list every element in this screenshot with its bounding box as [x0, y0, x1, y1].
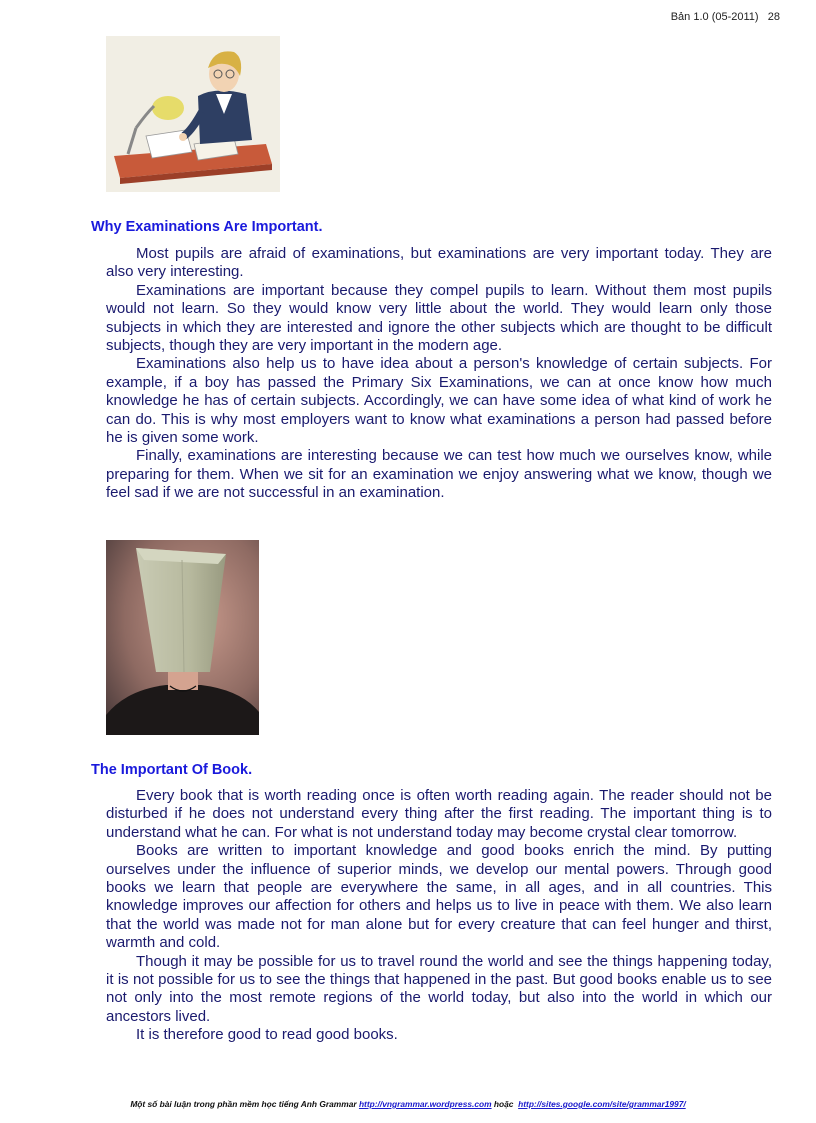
paper-bag-head-photo: [106, 540, 259, 735]
paragraph: Examinations are important because they compel pupils to learn. Without them most pupils would not learn. So they would know very little about the world. They would learn only those subjects in which they are interested and ignore the other subjects which are thought to be difficult subjects, though they are very important in the modern age.: [106, 281, 772, 355]
paragraph: Examinations also help us to have idea about a person's knowledge of certain subjects. For example, if a boy has passed the Primary Six Examinations, we can at once know how much knowledge he has of certain subjects. Accordingly, we can have some idea of what kind of work he can do. This is why most employers want to know what examinations a person had passed before he is given some work.: [106, 355, 772, 447]
paragraph: Though it may be possible for us to travel round the world and see the things happening today, it is not possible for us to see the things that happened in the past. But good books enable us to see not only into the most remote regions of the world today, but also into the world in which our ancestors lived.: [106, 952, 772, 1025]
paragraph: Finally, examinations are interesting because we can test how much we ourselves know, while preparing for them. When we sit for an examination we enjoy answering what we know, though we feel sad if we are not successful in an examination.: [106, 447, 772, 502]
paragraph: It is therefore good to read good books.: [136, 1026, 398, 1044]
page-number: 28: [767, 11, 780, 23]
section-title-examinations: Why Examinations Are Important.: [91, 219, 323, 235]
page-footer: [0, 1099, 816, 1109]
paragraph: Most pupils are afraid of examinations, but examinations are very important today. They are also very interesting.: [106, 245, 772, 281]
vngrammar-link[interactable]: http://vngrammar.wordpress.com: [358, 1099, 492, 1109]
section-title-books: The Important Of Book.: [91, 762, 253, 778]
books-essay: [106, 787, 772, 1045]
footer-text: Một số bài luận trong phần mềm học tiếng Anh Grammar: [130, 1099, 357, 1109]
version-label: Bản 1.0 (05-2011): [670, 11, 759, 23]
google-sites-link[interactable]: http://sites.google.com/site/grammar1997/: [518, 1099, 686, 1109]
examinations-essay: [106, 245, 772, 503]
footer-connector: hoặc: [493, 1099, 514, 1109]
studying-illustration: [106, 36, 280, 192]
paragraph: Books are written to important knowledge and good books enrich the mind. By putting ourselves under the influence of superior minds, we develop our mental powers. Through good books we learn that people are everywhere the same, in all ages, and in all countries. This knowledge improves our affection for others and helps us to live in peace with them. We also learn that the world was made not for man alone but for every creature that can feel hunger and thirst, warmth and cold.: [106, 842, 772, 952]
page-header: [600, 11, 780, 23]
paragraph: Every book that is worth reading once is often worth reading again. The reader should not be disturbed if he does not understand every thing after the first reading. The important thing is to understand what he can. For what is not understand today may become crystal clear tomorrow.: [106, 787, 772, 841]
